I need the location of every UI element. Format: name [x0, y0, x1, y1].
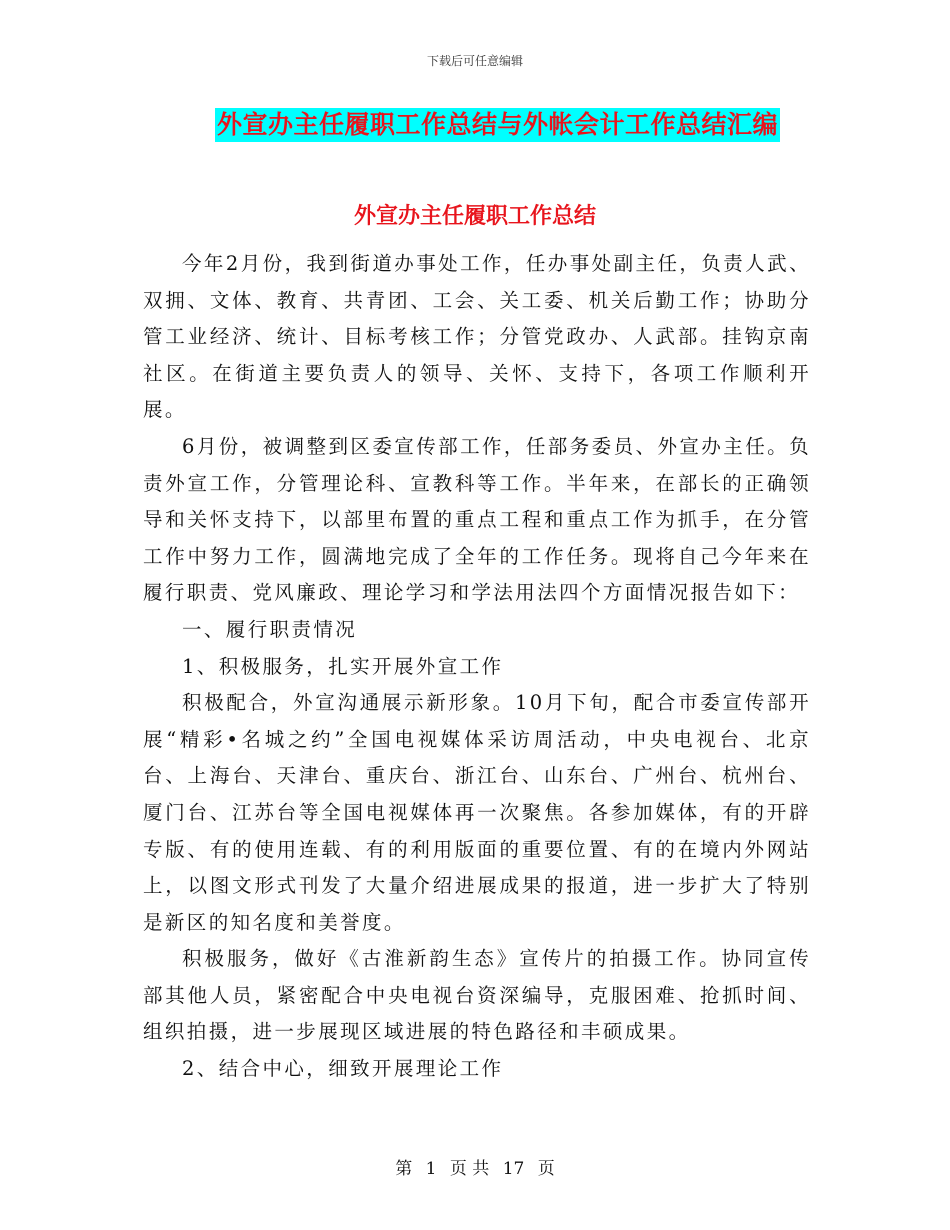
- footer-page-number: 1: [425, 1159, 437, 1179]
- subheading-theory: 2、结合中心，细致开展理论工作: [182, 1057, 504, 1081]
- footer-suffix: 页: [537, 1159, 555, 1179]
- document-title-wrapper: [0, 108, 950, 142]
- footer-prefix: 第: [395, 1159, 413, 1179]
- section-heading-duties: 一、履行职责情况: [182, 617, 358, 641]
- footer-total-pages: 17: [502, 1159, 525, 1179]
- section-title: 外宣办主任履职工作总结: [353, 204, 596, 229]
- page-footer: [0, 1154, 950, 1179]
- paragraph-2: 6月份，被调整到区委宣传部工作，任部务委员、外宣办主任。负责外宣工作，分管理论科、宣教科等工作。半年来，在部长的正确领导和关怀支持下，以部里布置的重点工程和重点工作为抓手，在分管工作中努力工作，圆满地完成了全年的工作任务。现将自己今年来在履行职责、党风廉政、理论学习和学法用法四个方面情况报告如下：: [143, 434, 811, 605]
- paragraph-1: 今年2月份，我到街道办事处工作，任办事处副主任，负责人武、双拥、文体、教育、共青团、工会、关工委、机关后勤工作；协助分管工业经济、统计、目标考核工作；分管党政办、人武部。挂钩京南社区。在街道主要负责人的领导、关怀、支持下，各项工作顺利开展。: [143, 252, 811, 422]
- header-note: 下载后可任意编辑: [426, 54, 523, 68]
- subheading-publicity: 1、积极服务，扎实开展外宣工作: [182, 654, 504, 678]
- paragraph-3: 积极配合，外宣沟通展示新形象。10月下旬，配合市委宣传部开展“精彩•名城之约”全国电视媒体采访周活动，中央电视台、北京台、上海台、天津台、重庆台、浙江台、山东台、广州台、杭州台、厦门台、江苏台等全国电视媒体再一次聚焦。各参加媒体，有的开辟专版、有的使用连载、有的利用版面的重要位置、有的在境内外网站上，以图文形式刊发了大量介绍进展成果的报道，进一步扩大了特别是新区的知名度和美誉度。: [143, 691, 811, 934]
- paragraph-4: 积极服务，做好《古淮新韵生态》宣传片的拍摄工作。协同宣传部其他人员，紧密配合中央电视台资深编导，克服困难、抢抓时间、组织拍摄，进一步展现区域进展的特色路径和丰硕成果。: [143, 947, 811, 1044]
- footer-middle: 页 共: [449, 1159, 490, 1179]
- body-text: [143, 246, 811, 1088]
- document-title: 外宣办主任履职工作总结与外帐会计工作总结汇编: [215, 108, 780, 142]
